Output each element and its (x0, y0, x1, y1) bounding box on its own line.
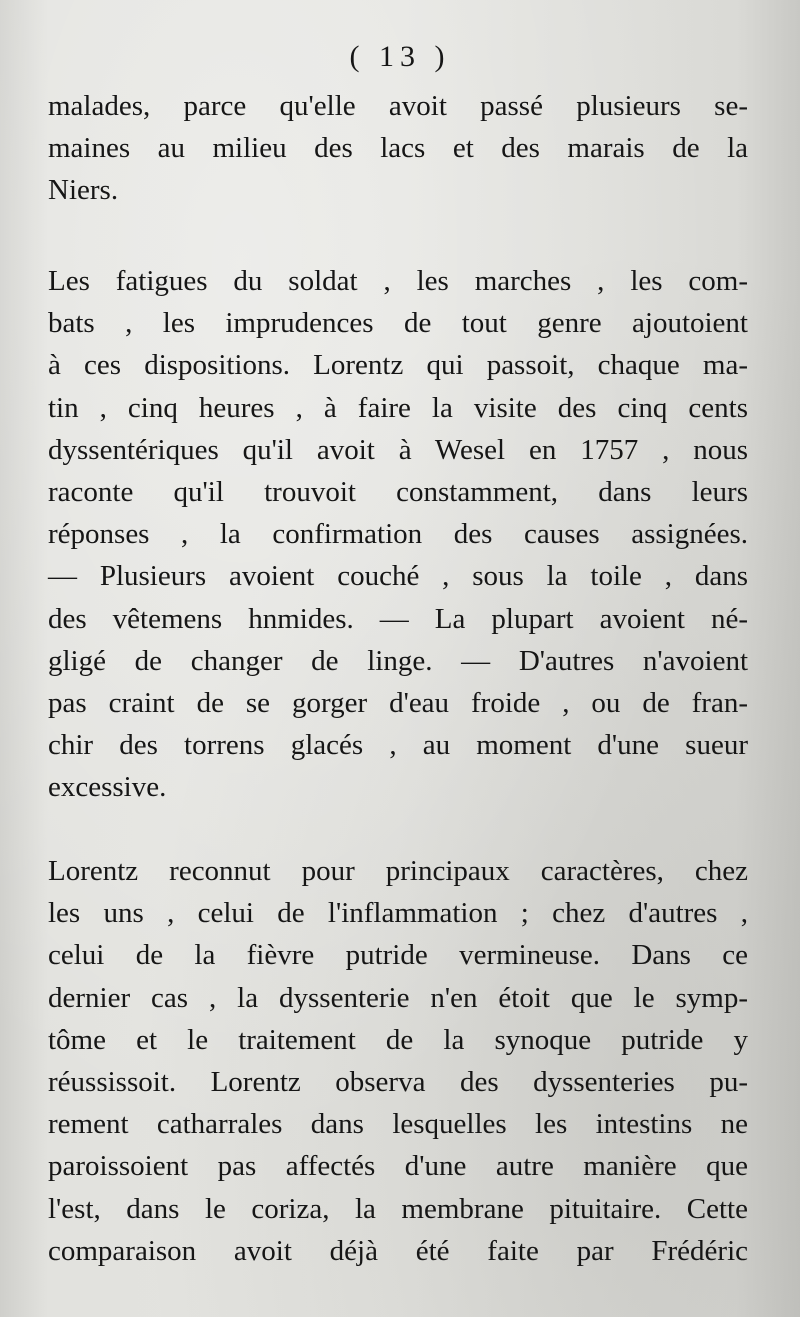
text-line: réussissoit. Lorentz observa des dyssenteries pu- (48, 1065, 748, 1098)
text-line: maines au milieu des lacs et des marais de la (48, 132, 748, 165)
paragraph-lorentz (48, 850, 748, 1272)
paragraph-fatigues (48, 260, 748, 808)
text-line: Lorentz reconnut pour principaux caractères, chez (48, 855, 748, 887)
text-line: rement catharrales dans lesquelles les intestins ne (48, 1108, 748, 1141)
text-line: gligé de changer de linge. — D'autres n'avoient (48, 644, 748, 677)
text-line: les uns , celui de l'inflammation ; chez d'autres , (48, 897, 748, 930)
text-line: tôme et le traitement de la synoque putride y (48, 1023, 748, 1056)
text-line: malades, parce qu'elle avoit passé plusieurs se- (48, 90, 748, 122)
text-line: raconte qu'il trouvoit constamment, dans leurs (48, 475, 748, 508)
text-line: dernier cas , la dyssenterie n'en étoit que le symp- (48, 981, 748, 1014)
text-line: des vêtemens hnmides. — La plupart avoient né- (48, 602, 748, 635)
text-line: pas craint de se gorger d'eau froide , ou de fran- (48, 686, 748, 719)
text-line: réponses , la confirmation des causes assignées. (48, 518, 748, 551)
text-line: Niers. (48, 174, 119, 207)
text-line: tin , cinq heures , à faire la visite des cinq cents (48, 391, 748, 424)
text-line: chir des torrens glacés , au moment d'une sueur (48, 729, 748, 762)
text-line: celui de la fièvre putride vermineuse. Dans ce (48, 939, 748, 972)
text-line: l'est, dans le coriza, la membrane pituitaire. Cette (48, 1192, 748, 1225)
text-line: comparaison avoit déjà été faite par Frédéric (48, 1234, 748, 1267)
paragraph-continuation (48, 85, 748, 212)
page-number: ( 13 ) (349, 40, 451, 73)
text-line: paroissoient pas affectés d'une autre manière que (48, 1150, 748, 1183)
text-line: Les fatigues du soldat , les marches , les com- (48, 265, 748, 297)
text-line: dyssentériques qu'il avoit à Wesel en 1757 , nous (48, 433, 748, 466)
text-line: à ces dispositions. Lorentz qui passoit, chaque ma- (48, 349, 748, 382)
text-line: — Plusieurs avoient couché , sous la toile , dans (48, 560, 748, 593)
text-line: bats , les imprudences de tout genre ajoutoient (48, 307, 748, 340)
text-line: excessive. (48, 771, 167, 804)
